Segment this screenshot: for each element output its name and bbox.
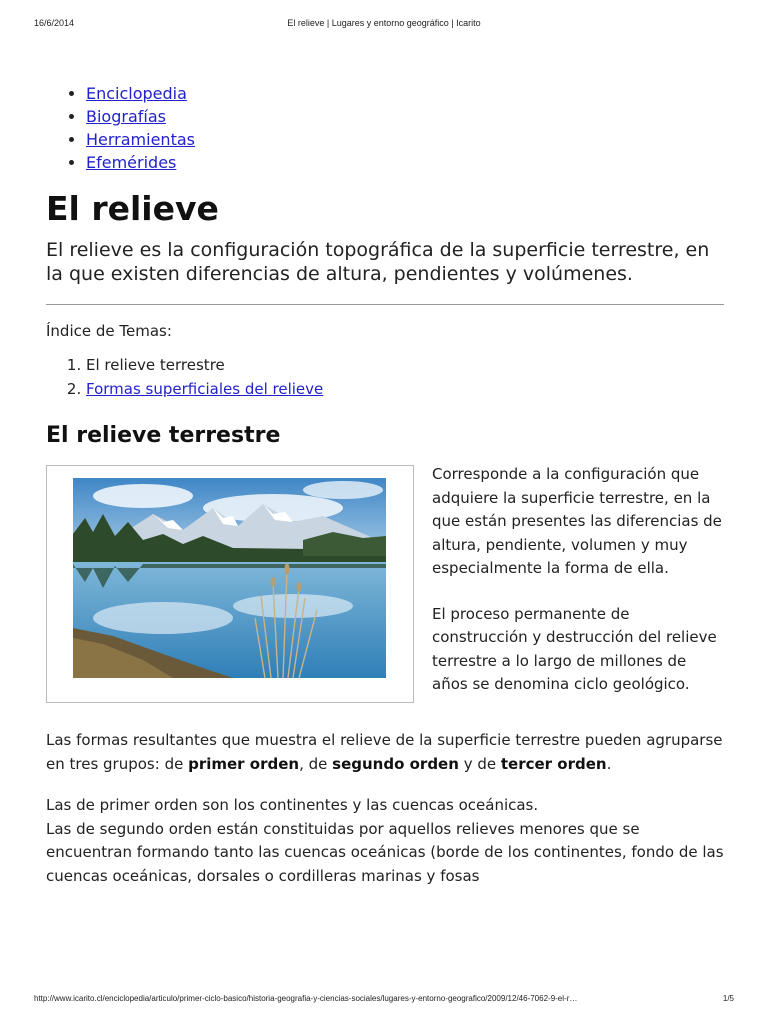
index-list <box>46 353 724 401</box>
print-date: 16/6/2014 <box>34 18 75 28</box>
page-number: 1/5 <box>722 994 734 1003</box>
groups-paragraph <box>46 709 724 776</box>
groups-text-2: , de <box>299 754 333 773</box>
print-title: El relieve | Lugares y entorno geográfico | Icarito <box>287 18 481 28</box>
groups-text-3: y de <box>458 754 501 773</box>
index-item-label: El relieve terrestre <box>86 356 225 374</box>
nav-link-herramientas[interactable]: Herramientas <box>86 130 195 149</box>
groups-text-1: Las formas resultantes que muestra el relieve de la superficie terrestre pueden agruparse en tres grupos: de <box>46 731 723 773</box>
nav-link-efemerides[interactable]: Efemérides <box>86 153 177 172</box>
nav-item <box>86 105 724 128</box>
print-header <box>0 18 768 32</box>
print-footer <box>0 994 768 1008</box>
figure-paragraph-2: El proceso permanente de construcción y destrucción del relieve terrestre a lo largo de millones de años se denomina ciclo geológico. <box>432 604 717 693</box>
groups-text-4: . <box>606 754 612 773</box>
index-link-formas-superficiales[interactable]: Formas superficiales del relieve <box>86 380 324 398</box>
figure-frame <box>46 465 414 703</box>
figure-paragraph-1: Corresponde a la configuración que adquiere la superficie terrestre, en la que están presentes las diferencias de altura, pendiente, volumen y muy especialmente la forma de ella. <box>432 465 722 577</box>
second-order-term: segundo orden <box>332 754 459 773</box>
article-content <box>46 82 724 888</box>
first-order-term: primer orden <box>188 754 300 773</box>
first-order-paragraph: Las de primer orden son los continentes y las cuencas oceánicas. <box>46 796 539 814</box>
lake-mountain-image <box>73 478 386 678</box>
index-item <box>86 353 724 377</box>
nav-link-enciclopedia[interactable]: Enciclopedia <box>86 84 187 103</box>
nav-item <box>86 82 724 105</box>
section-heading: El relieve terrestre <box>46 423 281 448</box>
figure-section <box>46 451 724 697</box>
nav-item <box>86 151 724 174</box>
print-url: http://www.icarito.cl/enciclopedia/articulo/primer-ciclo-basico/historia-geografia-y-ciencias-sociales/lugares-y-entorno-geografico/2009/12/46-7062-9-el-r… <box>34 994 578 1003</box>
nav-item <box>86 128 724 151</box>
nav-link-biografias[interactable]: Biografías <box>86 107 166 126</box>
third-order-term: tercer orden <box>500 754 607 773</box>
lead-paragraph: El relieve es la configuración topográfica de la superficie terrestre, en la que existen diferencias de altura, pendientes y volúmenes. <box>46 239 710 285</box>
second-order-paragraph: Las de segundo orden están constituidas por aquellos relieves menores que se encuentran formando tanto las cuencas oceánicas (borde de los continentes, fondo de las cuencas oceánicas, dorsales o cordilleras marinas y fosas <box>46 819 724 885</box>
nav-list <box>46 82 724 174</box>
landscape-photo <box>73 478 386 678</box>
index-label: Índice de Temas: <box>46 322 172 340</box>
index-item <box>86 377 724 401</box>
divider <box>46 304 724 305</box>
page-title: El relieve <box>46 189 219 228</box>
